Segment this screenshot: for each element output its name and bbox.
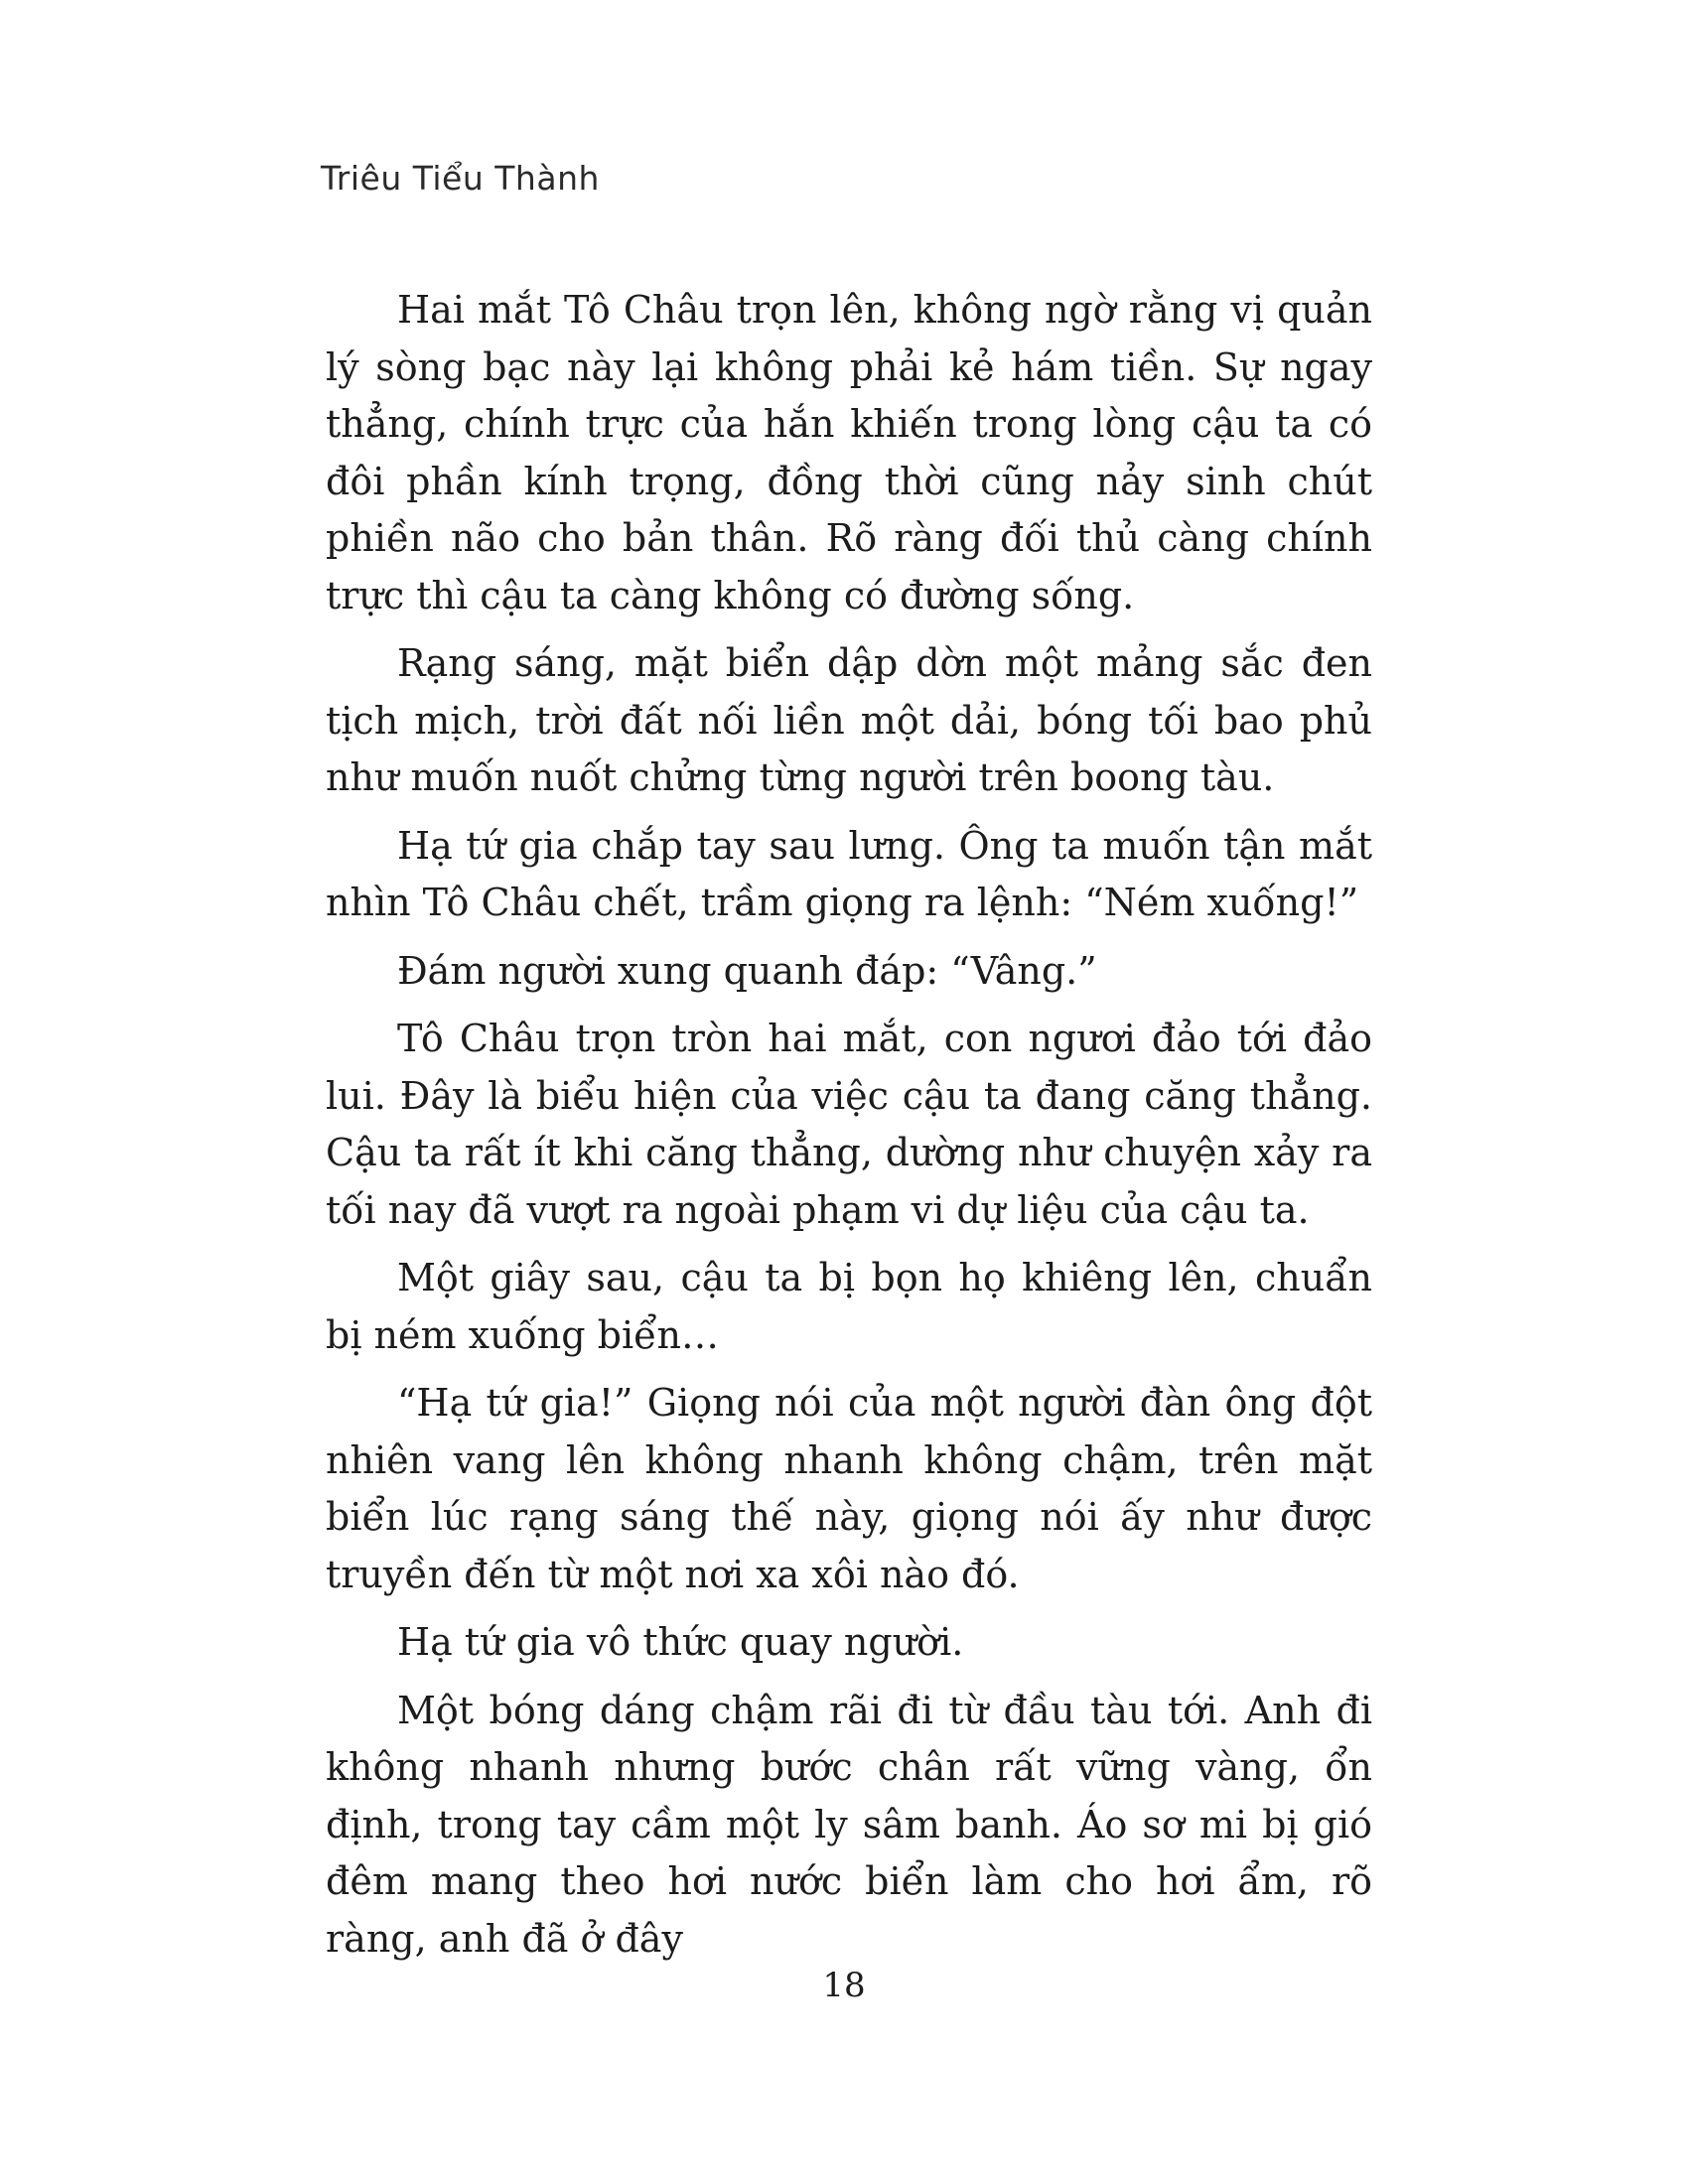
paragraph: Hạ tứ gia vô thức quay người.	[397, 1620, 964, 1664]
paragraph: Tô Châu trọn tròn hai mắt, con ngươi đảo tới đảo lui. Đây là biểu hiện của việc cậu ta đang căng thẳng. Cậu ta rất ít khi căng thẳng, dường như chuyện xảy ra tối nay đã vượt ra ngoài phạm vi dự liệu của cậu ta.	[326, 1017, 1372, 1232]
paragraph: “Hạ tứ gia!” Giọng nói của một người đàn ông đột nhiên vang lên không nhanh không chậm, trên mặt biển lúc rạng sáng thế này, giọng nói ấy như được truyền đến từ một nơi xa xôi nào đó.	[326, 1381, 1372, 1596]
page-number: 18	[822, 1966, 866, 2005]
running-header: Triêu Tiểu Thành	[321, 159, 600, 198]
paragraph: Hai mắt Tô Châu trọn lên, không ngờ rằng vị quản lý sòng bạc này lại không phải kẻ hám tiền. Sự ngay thẳng, chính trực của hắn khiến trong lòng cậu ta có đôi phần kính trọng, đồng thời cũng nảy sinh chút phiền não cho bản thân. Rõ ràng đối thủ càng chính trực thì cậu ta càng không có đường sống.	[326, 288, 1372, 617]
paragraph: Một giây sau, cậu ta bị bọn họ khiêng lên, chuẩn bị ném xuống biển…	[326, 1256, 1372, 1357]
body-text	[326, 282, 1372, 1979]
paragraph: Rạng sáng, mặt biển dập dờn một mảng sắc đen tịch mịch, trời đất nối liền một dải, bóng tối bao phủ như muốn nuốt chửng từng người trên boong tàu.	[326, 641, 1372, 799]
paragraph: Hạ tứ gia chắp tay sau lưng. Ông ta muốn tận mắt nhìn Tô Châu chết, trầm giọng ra lệnh: “Ném xuống!”	[326, 823, 1372, 924]
paragraph: Một bóng dáng chậm rãi đi từ đầu tàu tới. Anh đi không nhanh nhưng bước chân rất vững vàng, ổn định, trong tay cầm một ly sâm banh. Áo sơ mi bị gió đêm mang theo hơi nước biển làm cho hơi ẩm, rõ ràng, anh đã ở đây	[326, 1688, 1372, 1961]
paragraph: Đám người xung quanh đáp: “Vâng.”	[397, 948, 1097, 993]
